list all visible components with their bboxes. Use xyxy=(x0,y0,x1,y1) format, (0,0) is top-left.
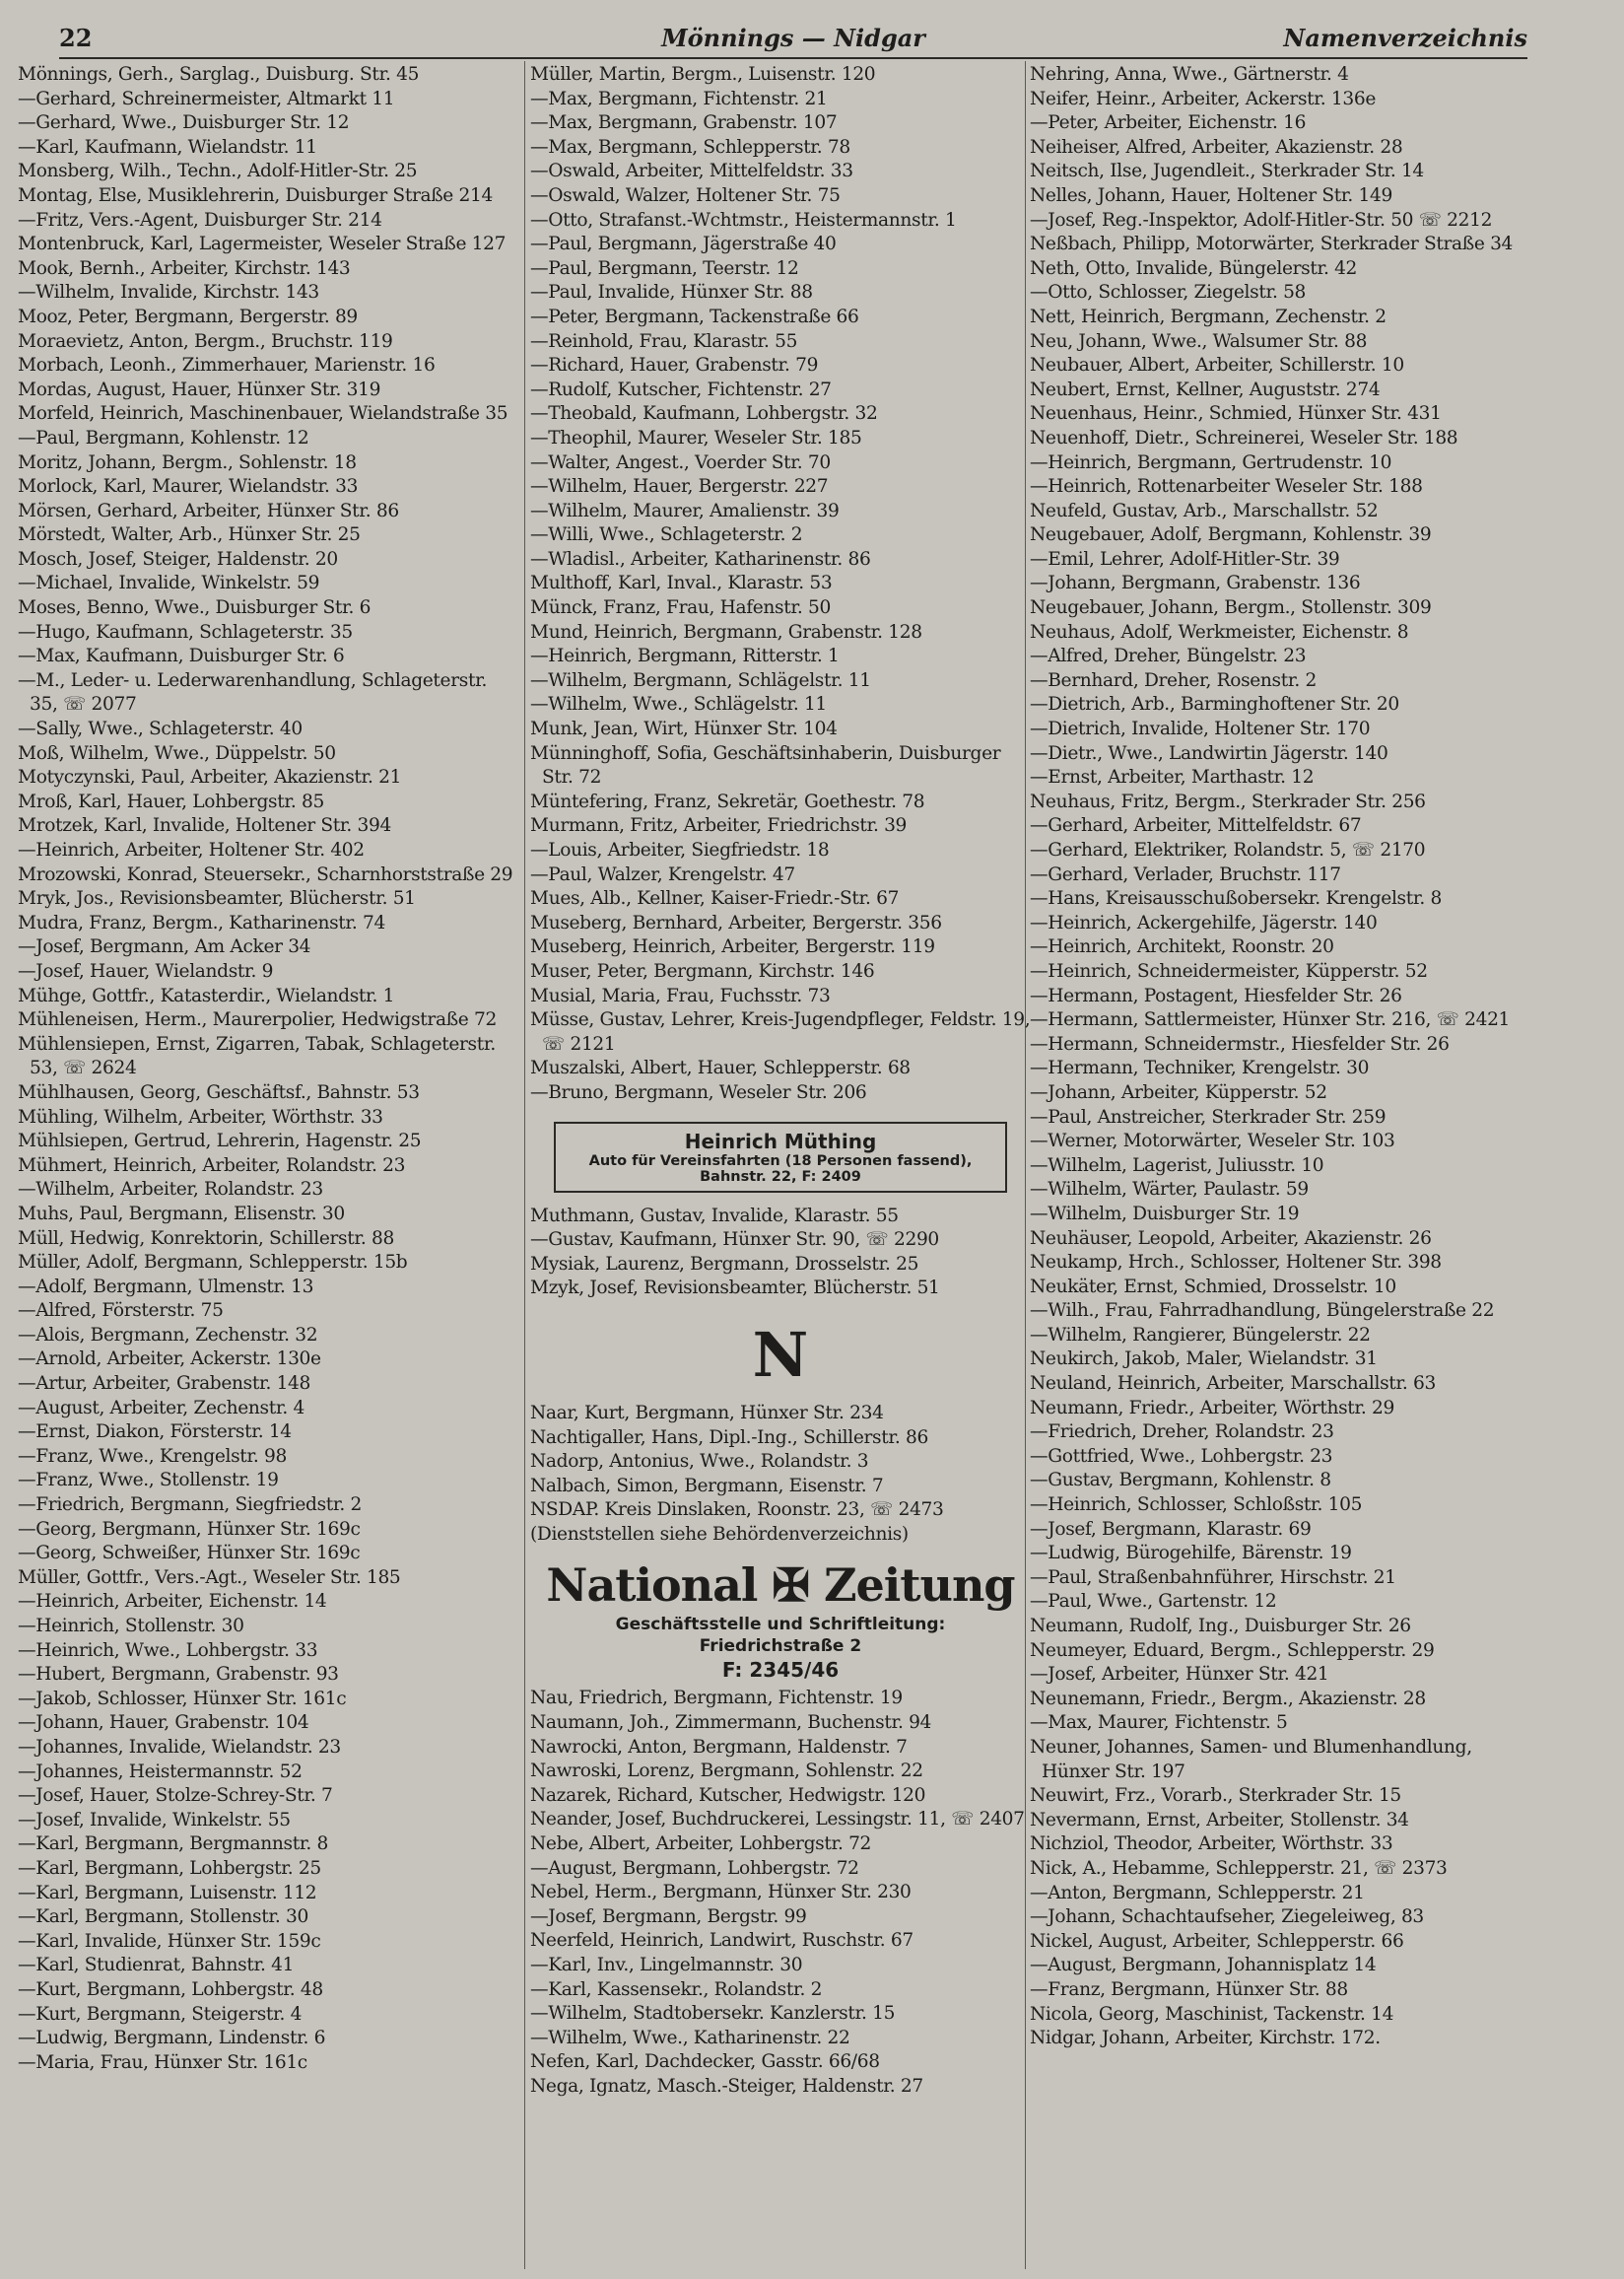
directory-entry: Mudra, Franz, Bergm., Katharinenstr. 74 xyxy=(18,912,385,933)
directory-entry: Moß, Wilhelm, Wwe., Düppelstr. 50 xyxy=(18,742,336,764)
directory-entry: Neugebauer, Adolf, Bergmann, Kohlenstr. 39 xyxy=(1030,524,1432,546)
directory-entry: —August, Bergmann, Johannisplatz 14 xyxy=(1030,1955,1377,1976)
column-2-entries-n xyxy=(530,1402,1031,1548)
directory-entry: —Ludwig, Bürogehilfe, Bärenstr. 19 xyxy=(1030,1543,1352,1564)
directory-entry: —Gerhard, Arbeiter, Mittelfeldstr. 67 xyxy=(1030,815,1362,837)
directory-entry: Montag, Else, Musiklehrerin, Duisburger Straße 214 xyxy=(18,184,493,206)
column-3 xyxy=(1030,63,1527,2271)
directory-entry: Mrotzek, Karl, Invalide, Holtener Str. 394 xyxy=(18,815,391,837)
directory-entry: Nachtigaller, Hans, Dipl.-Ing., Schillerstr. 86 xyxy=(530,1426,928,1448)
directory-entry: Müller, Adolf, Bergmann, Schlepperstr. 15b xyxy=(18,1252,408,1274)
directory-entry: —Dietrich, Arb., Barminghoftener Str. 20 xyxy=(1030,694,1399,716)
directory-entry: Muser, Peter, Bergmann, Kirchstr. 146 xyxy=(530,960,875,982)
directory-entry: —Heinrich, Schlosser, Schloßstr. 105 xyxy=(1030,1494,1363,1516)
directory-entry: —Gerhard, Verlader, Bruchstr. 117 xyxy=(1030,863,1341,885)
directory-entry: —Karl, Kaufmann, Wielandstr. 11 xyxy=(18,136,317,158)
directory-entry: —Otto, Strafanst.-Wchtmstr., Heistermannstr. 1 xyxy=(530,209,957,231)
directory-entry: Müsse, Gustav, Lehrer, Kreis-Jugendpfleger, Feldstr. 19, ☏ 2121 xyxy=(530,1009,1031,1055)
directory-entry: —Bruno, Bergmann, Weseler Str. 206 xyxy=(530,1081,867,1103)
directory-entry: —Gerhard, Elektriker, Rolandstr. 5, ☏ 2170 xyxy=(1030,840,1426,861)
directory-entry: —Karl, Kassensekr., Rolandstr. 2 xyxy=(530,1978,823,2000)
ad-muething-name: Heinrich Müthing xyxy=(684,1129,877,1153)
directory-entry: —Heinrich, Arbeiter, Eichenstr. 14 xyxy=(18,1591,327,1613)
directory-entry: —Hermann, Techniker, Krengelstr. 30 xyxy=(1030,1058,1370,1079)
directory-entry: Nebe, Albert, Arbeiter, Lohbergstr. 72 xyxy=(530,1833,872,1855)
directory-entry: —Jakob, Schlosser, Hünxer Str. 161c xyxy=(18,1688,347,1709)
directory-entry: —Friedrich, Bergmann, Siegfriedstr. 2 xyxy=(18,1494,363,1516)
directory-entry: Mühlhausen, Georg, Geschäftsf., Bahnstr. 53 xyxy=(18,1081,420,1103)
directory-entry: Neuhaus, Adolf, Werkmeister, Eichenstr. 8 xyxy=(1030,621,1409,643)
directory-entry: Nega, Ignatz, Masch.-Steiger, Haldenstr. 27 xyxy=(530,2075,923,2097)
directory-entry: Mosch, Josef, Steiger, Haldenstr. 20 xyxy=(18,548,338,570)
directory-entry: Neuwirt, Frz., Vorarb., Sterkrader Str. 15 xyxy=(1030,1785,1401,1807)
directory-entry: —Gottfried, Wwe., Lohbergstr. 23 xyxy=(1030,1445,1333,1467)
directory-entry: Montenbruck, Karl, Lagermeister, Weseler Straße 127 xyxy=(18,234,507,255)
directory-entry: —Karl, Invalide, Hünxer Str. 159c xyxy=(18,1930,321,1952)
directory-entry: Neugebauer, Johann, Bergm., Stollenstr. 309 xyxy=(1030,597,1432,619)
directory-entry: —Josef, Reg.-Inspektor, Adolf-Hitler-Str. 50 ☏ 2212 xyxy=(1030,209,1493,231)
directory-entry: Müll, Hedwig, Konrektorin, Schillerstr. 88 xyxy=(18,1227,394,1249)
directory-entry: Nevermann, Ernst, Arbeiter, Stollenstr. 34 xyxy=(1030,1809,1409,1830)
directory-entry: —Ernst, Arbeiter, Marthastr. 12 xyxy=(1030,767,1315,789)
directory-entry: Neukäter, Ernst, Schmied, Drosselstr. 10 xyxy=(1030,1276,1396,1297)
directory-entry: Mrozowski, Konrad, Steuersekr., Scharnhorststraße 29 xyxy=(18,863,513,885)
directory-entry: Neitsch, Ilse, Jugendleit., Sterkrader Str. 14 xyxy=(1030,161,1424,182)
ad-national-zeitung xyxy=(530,1556,1031,1683)
directory-entry: —Wilh., Frau, Fahrradhandlung, Büngelerstraße 22 xyxy=(1030,1300,1495,1322)
directory-entry: —Wilhelm, Rangierer, Büngelerstr. 22 xyxy=(1030,1324,1371,1346)
directory-entry: Neuenhaus, Heinr., Schmied, Hünxer Str. 431 xyxy=(1030,403,1442,425)
directory-entry: —Wilhelm, Duisburger Str. 19 xyxy=(1030,1203,1300,1224)
directory-entry: —Oswald, Arbeiter, Mittelfeldstr. 33 xyxy=(530,161,853,182)
directory-entry: Mues, Alb., Kellner, Kaiser-Friedr.-Str. 67 xyxy=(530,888,900,910)
directory-entry: —Ludwig, Bergmann, Lindenstr. 6 xyxy=(18,2028,326,2049)
directory-entry: Mook, Bernh., Arbeiter, Kirchstr. 143 xyxy=(18,257,351,279)
directory-entry: Mordas, August, Hauer, Hünxer Str. 319 xyxy=(18,379,381,400)
directory-entry: —Johann, Schachtaufseher, Ziegeleiweg, 83 xyxy=(1030,1906,1424,1928)
directory-entry: Neumeyer, Eduard, Bergm., Schlepperstr. 29 xyxy=(1030,1639,1435,1661)
directory-entry: Musial, Maria, Frau, Fuchsstr. 73 xyxy=(530,985,831,1006)
directory-entry: —Sally, Wwe., Schlageterstr. 40 xyxy=(18,719,303,740)
directory-entry: Nalbach, Simon, Bergmann, Eisenstr. 7 xyxy=(530,1475,884,1496)
directory-entry: —Heinrich, Bergmann, Gertrudenstr. 10 xyxy=(1030,451,1392,473)
directory-entry: Nau, Friedrich, Bergmann, Fichtenstr. 19 xyxy=(530,1688,903,1709)
directory-entry: Neumann, Friedr., Arbeiter, Wörthstr. 29 xyxy=(1030,1397,1394,1418)
directory-entry: —Johann, Bergmann, Grabenstr. 136 xyxy=(1030,573,1361,594)
directory-entry: Neuhäuser, Leopold, Arbeiter, Akazienstr. 26 xyxy=(1030,1227,1432,1249)
directory-entry: —Johannes, Heistermannstr. 52 xyxy=(18,1761,303,1782)
directory-entry: —Friedrich, Dreher, Rolandstr. 23 xyxy=(1030,1421,1334,1443)
directory-entry: —Paul, Invalide, Hünxer Str. 88 xyxy=(530,282,813,304)
ad-nz-line1: Geschäftsstelle und Schriftleitung: xyxy=(615,1615,946,1635)
directory-entry: —Walter, Angest., Voerder Str. 70 xyxy=(530,451,831,473)
directory-entry: —Johann, Hauer, Grabenstr. 104 xyxy=(18,1712,309,1734)
directory-entry: Nebel, Herm., Bergmann, Hünxer Str. 230 xyxy=(530,1882,912,1903)
column-2-entries-m xyxy=(530,63,1031,1106)
directory-entry: —Hermann, Postagent, Hiesfelder Str. 26 xyxy=(1030,985,1402,1006)
directory-entry: —Paul, Bergmann, Teerstr. 12 xyxy=(530,257,799,279)
directory-entry: —Willi, Wwe., Schlageterstr. 2 xyxy=(530,524,803,546)
directory-entry: —Heinrich, Stollenstr. 30 xyxy=(18,1616,244,1636)
directory-entry: Morfeld, Heinrich, Maschinenbauer, Wielandstraße 35 xyxy=(18,403,508,425)
directory-entry: —Fritz, Vers.-Agent, Duisburger Str. 214 xyxy=(18,209,382,231)
directory-entry: Nicola, Georg, Maschinist, Tackenstr. 14 xyxy=(1030,2003,1394,2025)
directory-entry: Neerfeld, Heinrich, Landwirt, Ruschstr. 67 xyxy=(530,1930,914,1952)
directory-entry: —Wilhelm, Lagerist, Juliusstr. 10 xyxy=(1030,1154,1324,1176)
ad-nz-title: National ✠ Zeitung xyxy=(546,1558,1015,1613)
page-header xyxy=(59,22,1527,59)
directory-entry: Nefen, Karl, Dachdecker, Gasstr. 66/68 xyxy=(530,2051,880,2073)
directory-entry: —Josef, Hauer, Stolze-Schrey-Str. 7 xyxy=(18,1785,333,1807)
directory-entry: —Heinrich, Rottenarbeiter Weseler Str. 188 xyxy=(1030,476,1423,498)
directory-entry: —Kurt, Bergmann, Lohbergstr. 48 xyxy=(18,1978,323,2000)
directory-entry: Morbach, Leonh., Zimmerhauer, Marienstr. 16 xyxy=(18,355,436,377)
directory-entry: Muthmann, Gustav, Invalide, Klarastr. 55 xyxy=(530,1205,899,1226)
directory-entry: —Josef, Arbeiter, Hünxer Str. 421 xyxy=(1030,1664,1329,1686)
directory-entry: —Gerhard, Wwe., Duisburger Str. 12 xyxy=(18,112,350,134)
directory-entry: —Josef, Hauer, Wielandstr. 9 xyxy=(18,960,274,982)
directory-entry: Moritz, Johann, Bergm., Sohlenstr. 18 xyxy=(18,451,357,473)
directory-entry: —Theophil, Maurer, Weseler Str. 185 xyxy=(530,427,862,449)
directory-entry: —Peter, Bergmann, Tackenstraße 66 xyxy=(530,306,859,327)
running-title: Mönnings — Nidgar xyxy=(661,24,925,52)
directory-entry: Muhs, Paul, Bergmann, Elisenstr. 30 xyxy=(18,1203,345,1224)
directory-entry: Münninghoff, Sofia, Geschäftsinhaberin, Duisburger Str. 72 xyxy=(530,742,1001,789)
directory-entry: —Heinrich, Bergmann, Ritterstr. 1 xyxy=(530,646,840,667)
directory-entry: Mörstedt, Walter, Arb., Hünxer Str. 25 xyxy=(18,524,361,546)
page-number: 22 xyxy=(59,24,93,52)
directory-entry: Naumann, Joh., Zimmermann, Buchenstr. 94 xyxy=(530,1712,932,1734)
directory-entry: Neuenhoff, Dietr., Schreinerei, Weseler Str. 188 xyxy=(1030,427,1458,449)
directory-entry: —Karl, Studienrat, Bahnstr. 41 xyxy=(18,1955,295,1976)
directory-entry: —Adolf, Bergmann, Ulmenstr. 13 xyxy=(18,1276,314,1297)
directory-entry: —Paul, Anstreicher, Sterkrader Str. 259 xyxy=(1030,1106,1387,1128)
directory-entry: —Heinrich, Wwe., Lohbergstr. 33 xyxy=(18,1639,318,1661)
directory-entry: —Alois, Bergmann, Zechenstr. 32 xyxy=(18,1324,318,1346)
ad-nz-line2: Friedrichstraße 2 xyxy=(699,1636,862,1657)
directory-entry: Mühleneisen, Herm., Maurerpolier, Hedwigstraße 72 xyxy=(18,1009,497,1031)
directory-entry: —Heinrich, Architekt, Roonstr. 20 xyxy=(1030,936,1334,958)
directory-entry: Monsberg, Wilh., Techn., Adolf-Hitler-Str. 25 xyxy=(18,161,418,182)
directory-entry: Neufeld, Gustav, Arb., Marschallstr. 52 xyxy=(1030,500,1379,521)
column-1 xyxy=(18,63,520,2271)
ad-nz-phone: F: 2345/46 xyxy=(721,1658,840,1683)
directory-entry: Neubert, Ernst, Kellner, Auguststr. 274 xyxy=(1030,379,1381,400)
directory-entry: —Wladisl., Arbeiter, Katharinenstr. 86 xyxy=(530,548,871,570)
directory-entry: —Rudolf, Kutscher, Fichtenstr. 27 xyxy=(530,379,832,400)
directory-entry: Nick, A., Hebamme, Schlepperstr. 21, ☏ 2373 xyxy=(1030,1857,1448,1879)
directory-entry: —Maria, Frau, Hünxer Str. 161c xyxy=(18,2051,307,2073)
directory-entry: —M., Leder- u. Lederwarenhandlung, Schlageterstr. 35, ☏ 2077 xyxy=(18,669,488,716)
directory-entry: —Reinhold, Frau, Klarastr. 55 xyxy=(530,330,798,352)
directory-entry: Neth, Otto, Invalide, Büngelerstr. 42 xyxy=(1030,257,1358,279)
directory-entry: —Otto, Schlosser, Ziegelstr. 58 xyxy=(1030,282,1307,304)
directory-entry: —Hans, Kreisausschußobersekr. Krengelstr. 8 xyxy=(1030,888,1442,910)
directory-entry: —Dietrich, Invalide, Holtener Str. 170 xyxy=(1030,719,1371,740)
directory-entry: —Kurt, Bergmann, Steigerstr. 4 xyxy=(18,2003,303,2025)
ad-muething xyxy=(554,1122,1007,1193)
column-2-entries-mu xyxy=(530,1205,1031,1301)
directory-entry: —Gerhard, Schreinermeister, Altmarkt 11 xyxy=(18,88,395,109)
directory-entry: —Peter, Arbeiter, Eichenstr. 16 xyxy=(1030,112,1307,134)
section-letter: N xyxy=(752,1318,809,1391)
directory-entry: Neunemann, Friedr., Bergm., Akazienstr. 28 xyxy=(1030,1688,1426,1709)
directory-entry: —Wilhelm, Hauer, Bergerstr. 227 xyxy=(530,476,829,498)
directory-entry: Mühling, Wilhelm, Arbeiter, Wörthstr. 33 xyxy=(18,1106,383,1128)
directory-entry: Mooz, Peter, Bergmann, Bergerstr. 89 xyxy=(18,306,358,327)
directory-entry: Neumann, Rudolf, Ing., Duisburger Str. 26 xyxy=(1030,1616,1411,1636)
directory-entry: —Georg, Schweißer, Hünxer Str. 169c xyxy=(18,1543,361,1564)
directory-entry: —Alfred, Dreher, Büngelstr. 23 xyxy=(1030,646,1307,667)
directory-entry: Nelles, Johann, Hauer, Holtener Str. 149 xyxy=(1030,184,1392,206)
directory-entry: —Paul, Bergmann, Kohlenstr. 12 xyxy=(18,427,309,449)
directory-entry: —Johannes, Invalide, Wielandstr. 23 xyxy=(18,1736,341,1758)
directory-entry: Müntefering, Franz, Sekretär, Goethestr. 78 xyxy=(530,791,925,812)
directory-entry: NSDAP. Kreis Dinslaken, Roonstr. 23, ☏ 2473 xyxy=(530,1499,944,1521)
directory-entry: Neßbach, Philipp, Motorwärter, Sterkrader Straße 34 xyxy=(1030,234,1514,255)
directory-entry: —Heinrich, Ackergehilfe, Jägerstr. 140 xyxy=(1030,912,1378,933)
directory-entry: —Wilhelm, Arbeiter, Rolandstr. 23 xyxy=(18,1179,323,1201)
directory-entry: —Bernhard, Dreher, Rosenstr. 2 xyxy=(1030,669,1317,691)
directory-entry: Muszalski, Albert, Hauer, Schlepperstr. 68 xyxy=(530,1058,911,1079)
directory-entry: Neander, Josef, Buchdruckerei, Lessingstr. 11, ☏ 2407 xyxy=(530,1809,1025,1830)
directory-entry: —Josef, Bergmann, Am Acker 34 xyxy=(18,936,311,958)
directory-entry: Neukirch, Jakob, Maler, Wielandstr. 31 xyxy=(1030,1348,1378,1370)
directory-entry: Nadorp, Antonius, Wwe., Rolandstr. 3 xyxy=(530,1451,869,1473)
directory-entry: —Emil, Lehrer, Adolf-Hitler-Str. 39 xyxy=(1030,548,1340,570)
directory-entry: —Wilhelm, Maurer, Amalienstr. 39 xyxy=(530,500,840,521)
directory-entry: Nawrocki, Anton, Bergmann, Haldenstr. 7 xyxy=(530,1736,908,1758)
directory-entry: —Richard, Hauer, Grabenstr. 79 xyxy=(530,355,819,377)
directory-entry: —Paul, Walzer, Krengelstr. 47 xyxy=(530,863,795,885)
directory-entry: Neuland, Heinrich, Arbeiter, Marschallstr. 63 xyxy=(1030,1373,1436,1395)
directory-entry: Münck, Franz, Frau, Hafenstr. 50 xyxy=(530,597,831,619)
directory-entry: Neiheiser, Alfred, Arbeiter, Akazienstr. 28 xyxy=(1030,136,1403,158)
directory-entry: —Heinrich, Arbeiter, Holtener Str. 402 xyxy=(18,840,365,861)
directory-entry: —Wilhelm, Wärter, Paulastr. 59 xyxy=(1030,1179,1309,1201)
directory-entry: Naar, Kurt, Bergmann, Hünxer Str. 234 xyxy=(530,1402,884,1423)
directory-entry: —Franz, Wwe., Stollenstr. 19 xyxy=(18,1470,279,1491)
directory-entry: Nawroski, Lorenz, Bergmann, Sohlenstr. 22 xyxy=(530,1761,923,1782)
section-title: Namenverzeichnis xyxy=(1283,24,1527,52)
directory-entry: Nichziol, Theodor, Arbeiter, Wörthstr. 33 xyxy=(1030,1833,1393,1855)
directory-entry: Multhoff, Karl, Inval., Klarastr. 53 xyxy=(530,573,833,594)
directory-entry: —Gustav, Bergmann, Kohlenstr. 8 xyxy=(1030,1470,1331,1491)
directory-entry: —Theobald, Kaufmann, Lohbergstr. 32 xyxy=(530,403,878,425)
directory-entry: —Paul, Bergmann, Jägerstraße 40 xyxy=(530,234,837,255)
directory-entry: —Karl, Bergmann, Lohbergstr. 25 xyxy=(18,1857,321,1879)
directory-entry: Munk, Jean, Wirt, Hünxer Str. 104 xyxy=(530,719,838,740)
directory-entry: Nickel, August, Arbeiter, Schlepperstr. 66 xyxy=(1030,1930,1404,1952)
directory-entry: —Johann, Arbeiter, Küpperstr. 52 xyxy=(1030,1081,1327,1103)
directory-entry: Neuhaus, Fritz, Bergm., Sterkrader Str. 256 xyxy=(1030,791,1426,812)
directory-entry: Müller, Gottfr., Vers.-Agt., Weseler Str. 185 xyxy=(18,1566,401,1588)
directory-entry: Nett, Heinrich, Bergmann, Zechenstr. 2 xyxy=(1030,306,1387,327)
directory-entry: —Karl, Bergmann, Stollenstr. 30 xyxy=(18,1906,308,1928)
directory-entry: —Max, Bergmann, Grabenstr. 107 xyxy=(530,112,838,134)
directory-entry: Motyczynski, Paul, Arbeiter, Akazienstr. 21 xyxy=(18,767,402,789)
directory-entry: —Josef, Bergmann, Bergstr. 99 xyxy=(530,1905,807,1927)
directory-entry: —Josef, Bergmann, Klarastr. 69 xyxy=(1030,1518,1312,1540)
directory-entry: Moses, Benno, Wwe., Duisburger Str. 6 xyxy=(18,597,372,619)
column-2 xyxy=(530,63,1031,2271)
directory-entry: —Dietr., Wwe., Landwirtin Jägerstr. 140 xyxy=(1030,742,1388,764)
directory-entry: —Max, Bergmann, Schlepperstr. 78 xyxy=(530,136,850,158)
ad-muething-line2: Bahnstr. 22, F: 2409 xyxy=(700,1168,861,1185)
directory-entry: Moraevietz, Anton, Bergm., Bruchstr. 119 xyxy=(18,330,393,352)
directory-entry: —Josef, Invalide, Winkelstr. 55 xyxy=(18,1809,291,1830)
directory-entry: Nazarek, Richard, Kutscher, Hedwigstr. 120 xyxy=(530,1784,926,1806)
directory-entry: Mzyk, Josef, Revisionsbeamter, Blücherstr. 51 xyxy=(530,1278,940,1299)
directory-entry: —Georg, Bergmann, Hünxer Str. 169c xyxy=(18,1518,361,1540)
directory-entry: —Ernst, Diakon, Försterstr. 14 xyxy=(18,1421,292,1443)
directory-entry: —Karl, Inv., Lingelmannstr. 30 xyxy=(530,1955,803,1975)
directory-entry: Mühlsiepen, Gertrud, Lehrerin, Hagenstr. 25 xyxy=(18,1131,422,1152)
directory-entry: —Wilhelm, Bergmann, Schlägelstr. 11 xyxy=(530,669,871,691)
directory-entry: Murmann, Fritz, Arbeiter, Friedrichstr. 39 xyxy=(530,815,908,837)
directory-entry: —Franz, Wwe., Krengelstr. 98 xyxy=(18,1445,287,1467)
directory-entry: —Artur, Arbeiter, Grabenstr. 148 xyxy=(18,1373,311,1395)
directory-entry: Nidgar, Johann, Arbeiter, Kirchstr. 172. xyxy=(1030,2028,1381,2049)
directory-entry: —Wilhelm, Invalide, Kirchstr. 143 xyxy=(18,282,319,304)
directory-entry: Neu, Johann, Wwe., Walsumer Str. 88 xyxy=(1030,330,1368,352)
directory-entry: Mönnings, Gerh., Sarglag., Duisburg. Str. 45 xyxy=(18,64,420,85)
directory-entry: —Arnold, Arbeiter, Ackerstr. 130e xyxy=(18,1348,321,1370)
directory-entry: —Louis, Arbeiter, Siegfriedstr. 18 xyxy=(530,840,830,861)
directory-entry: Museberg, Heinrich, Arbeiter, Bergerstr. 119 xyxy=(530,936,935,958)
column-rule-1 xyxy=(524,61,525,2269)
ad-muething-line1: Auto für Vereinsfahrten (18 Personen fassend), xyxy=(588,1152,973,1169)
directory-entry: Neukamp, Hrch., Schlosser, Holtener Str. 398 xyxy=(1030,1252,1442,1274)
directory-entry: Mund, Heinrich, Bergmann, Grabenstr. 128 xyxy=(530,621,922,643)
directory-entry: —Anton, Bergmann, Schlepperstr. 21 xyxy=(1030,1882,1365,1903)
directory-entry: Mühge, Gottfr., Katasterdir., Wielandstr. 1 xyxy=(18,985,395,1006)
directory-entry: Mühlensiepen, Ernst, Zigarren, Tabak, Schlageterstr. 53, ☏ 2624 xyxy=(18,1033,496,1079)
directory-entry: Müller, Martin, Bergm., Luisenstr. 120 xyxy=(530,64,876,85)
directory-entry: —Max, Bergmann, Fichtenstr. 21 xyxy=(530,88,828,109)
directory-entry: —Hermann, Schneidermstr., Hiesfelder Str. 26 xyxy=(1030,1033,1450,1055)
directory-entry: —Hubert, Bergmann, Grabenstr. 93 xyxy=(18,1664,339,1686)
directory-entry: —Wilhelm, Wwe., Schlägelstr. 11 xyxy=(530,694,827,716)
directory-entry: Mryk, Jos., Revisionsbeamter, Blücherstr. 51 xyxy=(18,888,416,910)
directory-entry: —Hermann, Sattlermeister, Hünxer Str. 216, ☏ 2421 xyxy=(1030,1009,1511,1031)
directory-entry: —Franz, Bergmann, Hünxer Str. 88 xyxy=(1030,1978,1348,2000)
directory-entry: —Hugo, Kaufmann, Schlageterstr. 35 xyxy=(18,621,353,643)
directory-entry: —Michael, Invalide, Winkelstr. 59 xyxy=(18,573,320,594)
directory-entry: —Karl, Bergmann, Bergmannstr. 8 xyxy=(18,1833,328,1855)
directory-entry: (Dienststellen siehe Behördenverzeichnis) xyxy=(530,1523,909,1545)
directory-entry: —August, Arbeiter, Zechenstr. 4 xyxy=(18,1397,304,1418)
directory-entry: —Gustav, Kaufmann, Hünxer Str. 90, ☏ 2290 xyxy=(530,1229,939,1251)
directory-entry: —Werner, Motorwärter, Weseler Str. 103 xyxy=(1030,1131,1395,1152)
directory-entry: —Alfred, Försterstr. 75 xyxy=(18,1300,224,1322)
directory-entry: Museberg, Bernhard, Arbeiter, Bergerstr. 356 xyxy=(530,912,942,933)
directory-entry: —Paul, Wwe., Gartenstr. 12 xyxy=(1030,1591,1277,1613)
directory-entry: —Karl, Bergmann, Luisenstr. 112 xyxy=(18,1882,317,1903)
directory-entry: —Wilhelm, Stadtobersekr. Kanzlerstr. 15 xyxy=(530,2003,896,2025)
directory-entry: Morlock, Karl, Maurer, Wielandstr. 33 xyxy=(18,476,359,498)
directory-entry: Neifer, Heinr., Arbeiter, Ackerstr. 136e xyxy=(1030,88,1376,109)
directory-entry: Mysiak, Laurenz, Bergmann, Drosselstr. 25 xyxy=(530,1253,919,1275)
directory-entry: Mühmert, Heinrich, Arbeiter, Rolandstr. 23 xyxy=(18,1154,406,1176)
directory-entry: Nehring, Anna, Wwe., Gärtnerstr. 4 xyxy=(1030,64,1349,85)
directory-entry: —Max, Maurer, Fichtenstr. 5 xyxy=(1030,1712,1288,1734)
directory-entry: —Max, Kaufmann, Duisburger Str. 6 xyxy=(18,646,345,667)
directory-entry: Neuner, Johannes, Samen- und Blumenhandlung, Hünxer Str. 197 xyxy=(1030,1736,1472,1782)
directory-entry: —Heinrich, Schneidermeister, Küpperstr. 52 xyxy=(1030,960,1428,982)
directory-entry: —Oswald, Walzer, Holtener Str. 75 xyxy=(530,184,841,206)
directory-entry: Mörsen, Gerhard, Arbeiter, Hünxer Str. 86 xyxy=(18,500,399,521)
directory-entry: —August, Bergmann, Lohbergstr. 72 xyxy=(530,1857,859,1879)
column-2-entries-n-cont xyxy=(530,1687,1031,2099)
directory-entry: —Paul, Straßenbahnführer, Hirschstr. 21 xyxy=(1030,1566,1396,1588)
directory-entry: Mroß, Karl, Hauer, Lohbergstr. 85 xyxy=(18,791,324,812)
directory-entry: —Wilhelm, Wwe., Katharinenstr. 22 xyxy=(530,2027,850,2048)
directory-entry: Neubauer, Albert, Arbeiter, Schillerstr. 10 xyxy=(1030,355,1404,377)
